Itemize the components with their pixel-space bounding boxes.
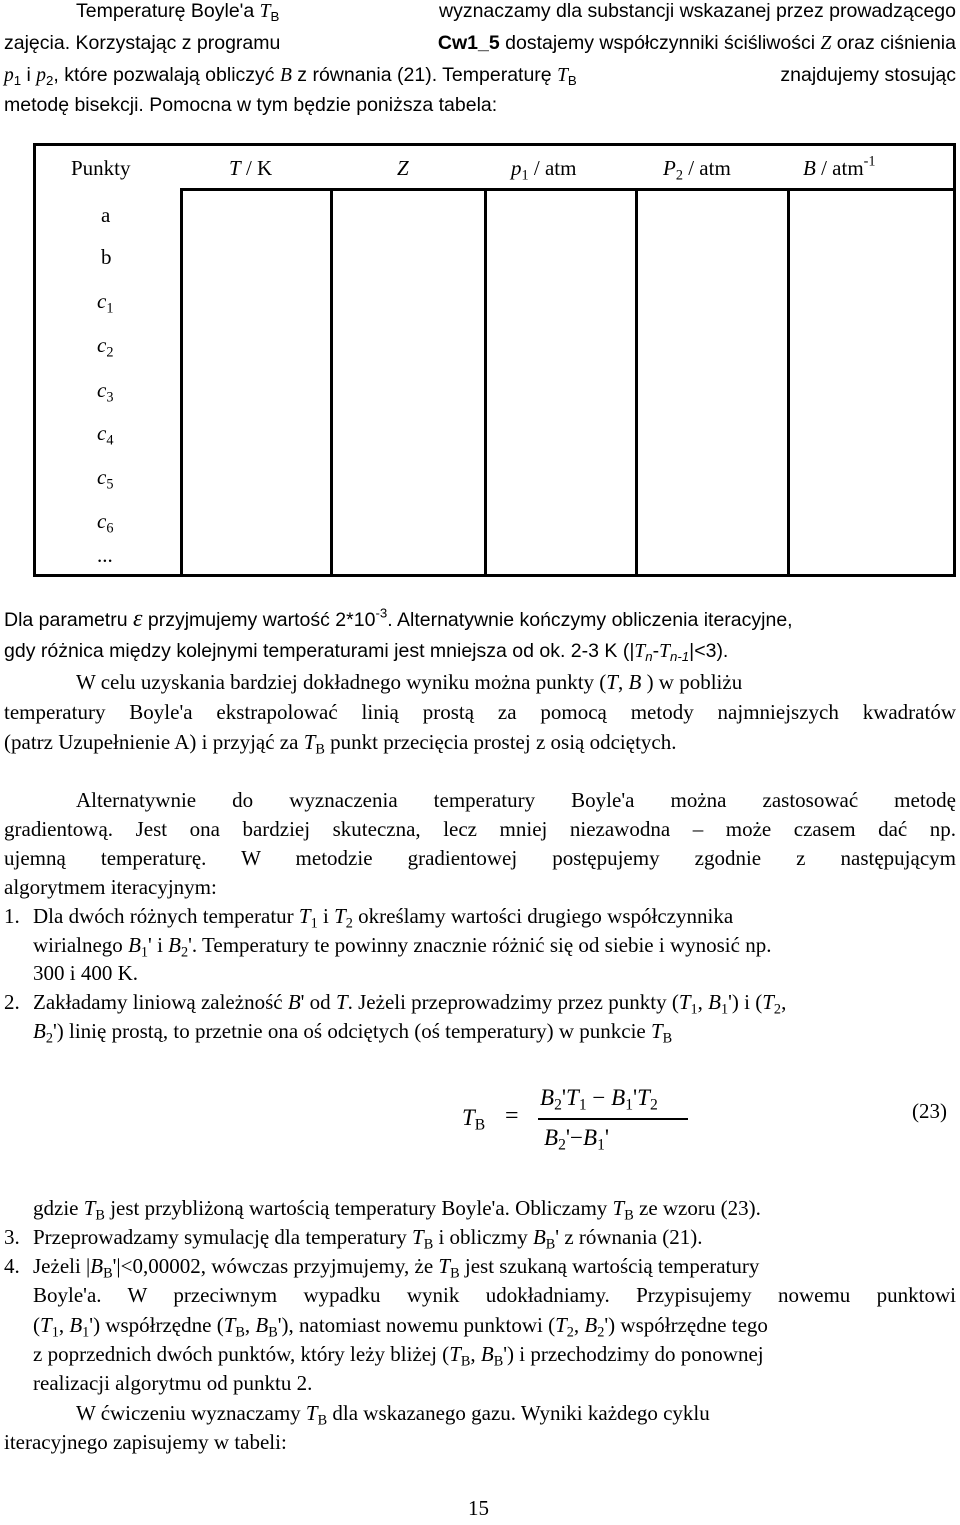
header-temperature: T / K	[229, 156, 273, 180]
header-z: Z	[397, 156, 409, 180]
row-label: $c_5$	[97, 465, 114, 493]
step2-after: gdzie $T_B$ jest przybliżoną wartością temperatury Boyle'a. Obliczamy $T_B$ ze wzoru (23).	[33, 1196, 761, 1224]
step4-line1	[33, 1251, 956, 1281]
table-column-rule	[484, 188, 487, 577]
row-label: $c_2$	[97, 333, 114, 361]
table-header-rule	[180, 188, 956, 191]
text: W celu uzyskania bardziej dokładnego wyniku można punkty (T, B ) w pobliżu	[76, 670, 743, 694]
text: zajęcia. Korzystając z programu	[4, 32, 281, 54]
p1-line2	[4, 28, 956, 59]
fraction-bar	[538, 1118, 688, 1120]
step4-line4	[33, 1339, 956, 1369]
p3-line2: gradientową. Jest ona bardziej skuteczna, lecz mniej niezawodna – może czasem dać np.	[4, 817, 956, 841]
step4-number: 4.	[4, 1254, 20, 1278]
formula-lhs: $T_B$	[462, 1105, 486, 1134]
table-column-rule	[330, 188, 333, 577]
table-column-rule	[787, 188, 790, 577]
step4-line5: realizacji algorytmu od punktu 2.	[33, 1371, 313, 1395]
step1-line3: 300 i 400 K.	[33, 961, 138, 985]
table-border	[33, 143, 956, 146]
text: $p_1$ i $p_2$, które pozwalają obliczyć B z równania (21). Temperaturę $T_B$	[4, 64, 577, 88]
row-label: a	[101, 203, 111, 227]
step3-line: Przeprowadzamy symulację dla temperatury $T_B$ i obliczmy $B_B'$ z równania (21).	[33, 1225, 703, 1253]
table-border	[33, 574, 956, 577]
final-line1	[76, 1398, 956, 1428]
text: Dla parametru ε przyjmujemy wartość $2*10^{-3}$. Alternatywnie kończymy obliczenia iteracyjne,	[4, 605, 793, 632]
step1-line1	[33, 901, 956, 931]
row-label: ...	[97, 543, 113, 567]
p3-line3: ujemną temperaturę. W metodzie gradientowej postępujemy zgodnie z następującym	[4, 846, 956, 870]
table-border	[953, 143, 956, 577]
p2-line2: gdy różnica między kolejnymi temperaturami jest mniejsza od ok. 2-3 K $(|T_n-T_{n-1}|<3)$.	[4, 640, 729, 664]
page-number: 15	[468, 1496, 489, 1520]
formula-23	[462, 1085, 782, 1155]
table-column-rule	[180, 188, 183, 577]
p1-line3	[4, 60, 956, 91]
equation-number: (23)	[912, 1099, 947, 1123]
row-label: $c_6$	[97, 509, 114, 537]
p2-line3	[76, 667, 956, 697]
formula-equals: =	[505, 1103, 519, 1129]
p3-line4: algorytmem iteracyjnym:	[4, 875, 217, 899]
p2-line4: temperatury Boyle'a ekstrapolować linią prostą za pomocą metody najmniejszych kwadratów	[4, 700, 956, 724]
step2-line2: $B_2'$) linię prostą, to przetnie ona oś odciętych (oś temperatury) w punkcie $T_B$	[33, 1019, 673, 1047]
final-line2: iteracyjnego zapisujemy w tabeli:	[4, 1430, 287, 1454]
row-label: $c_4$	[97, 421, 114, 449]
text: Dla dwóch różnych temperatur $T_1$ i $T_2$ określamy wartości drugiego współczynnika	[33, 904, 734, 932]
header-p2: $P_2$ / atm	[663, 156, 731, 184]
row-label: $c_3$	[97, 378, 114, 406]
text: Cw1_5 dostajemy współczynniki ściśliwości Z oraz ciśnienia	[437, 32, 956, 54]
header-b: B / atm$^{-1}$	[803, 153, 876, 180]
text: Temperaturę Boyle'a $T_B$	[76, 0, 280, 24]
step4-line3: ($T_1$, $B_1'$) współrzędne ($T_B$, $B_B'$), natomiast nowemu punktowi ($T_2$, $B_2'$) współrzędne tego	[33, 1313, 768, 1341]
p2-line5: (patrz Uzupełnienie A) i przyjąć za $T_B$ punkt przecięcia prostej z osią odciętych.	[4, 730, 677, 758]
table-column-rule	[635, 188, 638, 577]
text: wyznaczamy dla substancji wskazanej przez prowadzącego	[439, 0, 956, 22]
text: Jeżeli $|B_B'|<0,00002$, wówczas przyjmujemy, że $T_B$ jest szukaną wartością temperatury	[33, 1254, 760, 1282]
text: z poprzednich dwóch punktów, który leży bliżej ($T_B$, $B_B'$) i przechodzimy do ponownej	[33, 1342, 764, 1370]
p1-line1	[76, 0, 956, 27]
step4-line2: Boyle'a. W przeciwnym wypadku wynik udokładniamy. Przypisujemy nowemu punktowi	[33, 1283, 956, 1307]
step1-line2: wirialnego $B_1'$ i $B_2'$. Temperatury te powinny znacznie różnić się od siebie i wynosić np.	[33, 933, 772, 961]
formula-denominator: $B_2'-B_1'$	[544, 1125, 610, 1154]
step3-number: 3.	[4, 1225, 20, 1249]
formula-numerator: $B_2'T_1 - B_1'T_2$	[540, 1085, 658, 1114]
p2-line1	[4, 604, 956, 635]
bisection-table	[33, 143, 956, 577]
p3-line1: Alternatywnie do wyznaczenia temperatury Boyle'a można zastosować metodę	[76, 788, 956, 812]
p1-line4: metodę bisekcji. Pomocna w tym będzie poniższa tabela:	[4, 94, 498, 116]
row-label: b	[101, 245, 112, 269]
text: znajdujemy stosując	[780, 64, 956, 86]
header-punkty: Punkty	[71, 156, 131, 180]
step2-line1: Zakładamy liniową zależność B' od T. Jeżeli przeprowadzimy przez punkty ($T_1$, $B_1'$) i ($T_2$,	[33, 990, 787, 1018]
step2-number: 2.	[4, 990, 20, 1014]
step1-number: 1.	[4, 904, 20, 928]
row-label: $c_1$	[97, 289, 114, 317]
text: W ćwiczeniu wyznaczamy $T_B$ dla wskazanego gazu. Wyniki każdego cyklu	[76, 1401, 710, 1429]
table-border	[33, 143, 36, 577]
header-p1: $p_1$ / atm	[511, 156, 577, 184]
